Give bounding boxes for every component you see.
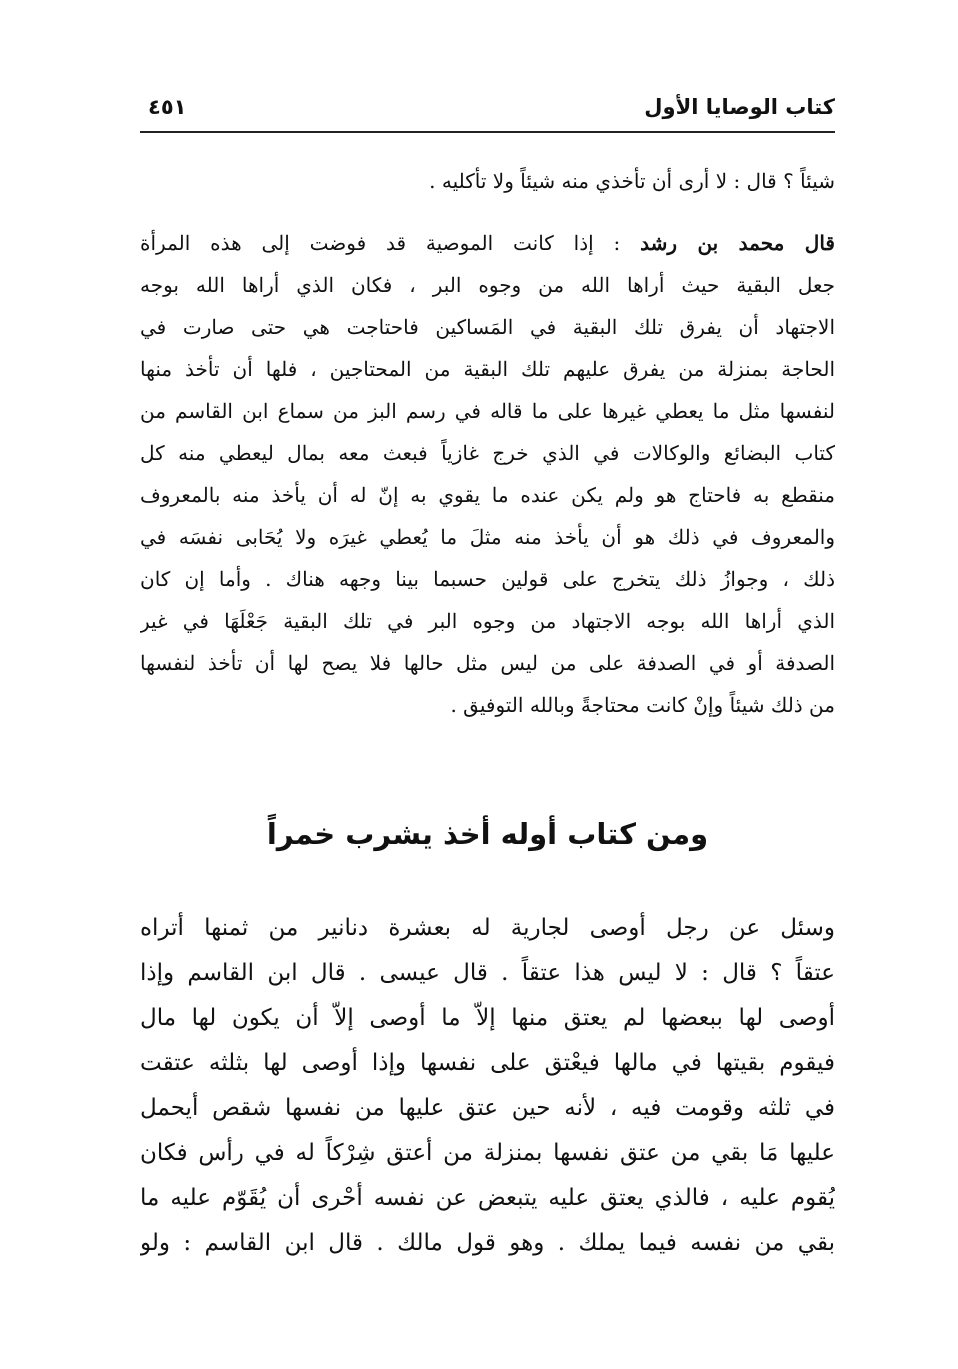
section-heading: ومن كتاب أوله أخذ يشرب خمراً (266, 817, 709, 851)
paragraph-2-line: كتاب البضائع والوكالات في الذي خرج غازياً فبعث معه بمال ليعطي منه كل (140, 441, 835, 465)
paragraph-2-line: لنفسها مثل ما يعطي غيرها على ما قاله في رسم البز من سماع ابن القاسم من (140, 399, 835, 423)
page-number: ٤٥١ (148, 95, 187, 119)
paragraph-2-line: الصدفة أو في الصدفة على من ليس مثل حالها فلا يصح لها أن تأخذ لنفسها (140, 651, 835, 675)
paragraph-2-line-text: : إذا كانت الموصية قد فوضت إلى هذه المرأة (140, 231, 641, 255)
paragraph-3-line: فيقوم بقيتها في مالها فيعْتق على نفسها وإذا أوصى لها بثلثه عتقت (140, 1050, 835, 1076)
paragraph-3-line: في ثلثه وقومت فيه ، لأنه حين عتق عليها من نفسها شقص أيحمل (140, 1095, 835, 1121)
paragraph-3-line: وسئل عن رجل أوصى لجارية له بعشرة دنانير من ثمنها أتراه (140, 915, 835, 941)
paragraph-3-line: عليها مَا بقي من عتق نفسها بمنزلة من أعتق شِرْكاً له في رأس فكان (140, 1140, 835, 1166)
paragraph-2-line: منقطع به فاحتاج هو ولم يكن عنده ما يقوي به إنّ له أن يأخذ منه بالمعروف (140, 483, 835, 507)
paragraph-2-line (140, 224, 835, 262)
paragraph-3-line: عتقاً ؟ قال : لا ليس هذا عتقاً . قال عيسى . قال ابن القاسم وإذا (140, 960, 835, 986)
paragraph-2-line: الحاجة بمنزلة من يفرق عليهم تلك البقية من المحتاجين ، فلها أن تأخذ منها (140, 357, 835, 381)
header-rule (140, 131, 835, 133)
paragraph-2-line: الذي أراها الله بوجه الاجتهاد من وجوه البر في تلك البقية جَعْلَهَا في غير (140, 609, 835, 633)
paragraph-3-line: أوصى لها ببعضها لم يعتق منها إلاّ ما أوصى إلاّ أن يكون لها مال (140, 1005, 835, 1031)
paragraph-2-line: من ذلك شيئاً وإنْ كانت محتاجةً وبالله التوفيق . (450, 693, 835, 717)
paragraph-3-line: بقي من نفسه فيما يملك . وهو قول مالك . قال ابن القاسم : ولو (140, 1230, 835, 1256)
paragraph-1-line: شيئاً ؟ قال : لا أرى أن تأخذي منه شيئاً ولا تأكليه . (429, 169, 835, 193)
paragraph-2-line: جعل البقية حيث أراها الله من وجوه البر ، فكان الذي أراها الله بوجه (140, 273, 835, 297)
speaker-name: قال محمد بن رشد (640, 231, 835, 255)
page-header (140, 92, 835, 128)
paragraph-2-line: ذلك ، وجوازُ ذلك يتخرج على قولين حسبما بينا وجهه هناك . وأما إن كان (140, 567, 835, 591)
paragraph-2-line: والمعروف في ذلك هو أن يأخذ منه مثلَ ما يُعطي غيرَه ولا يُحَابى نفسَه في (140, 525, 835, 549)
paragraph-2-line: الاجتهاد أن يفرق تلك البقية في المَساكين فاحتاجت هي حتى صارت في (140, 315, 835, 339)
running-title: كتاب الوصايا الأول (644, 95, 835, 119)
paragraph-3-line: يُقوم عليه ، فالذي يعتق عليه يتبعض عن نفسه أحْرى أن يُقَوّم عليه ما (140, 1185, 835, 1211)
